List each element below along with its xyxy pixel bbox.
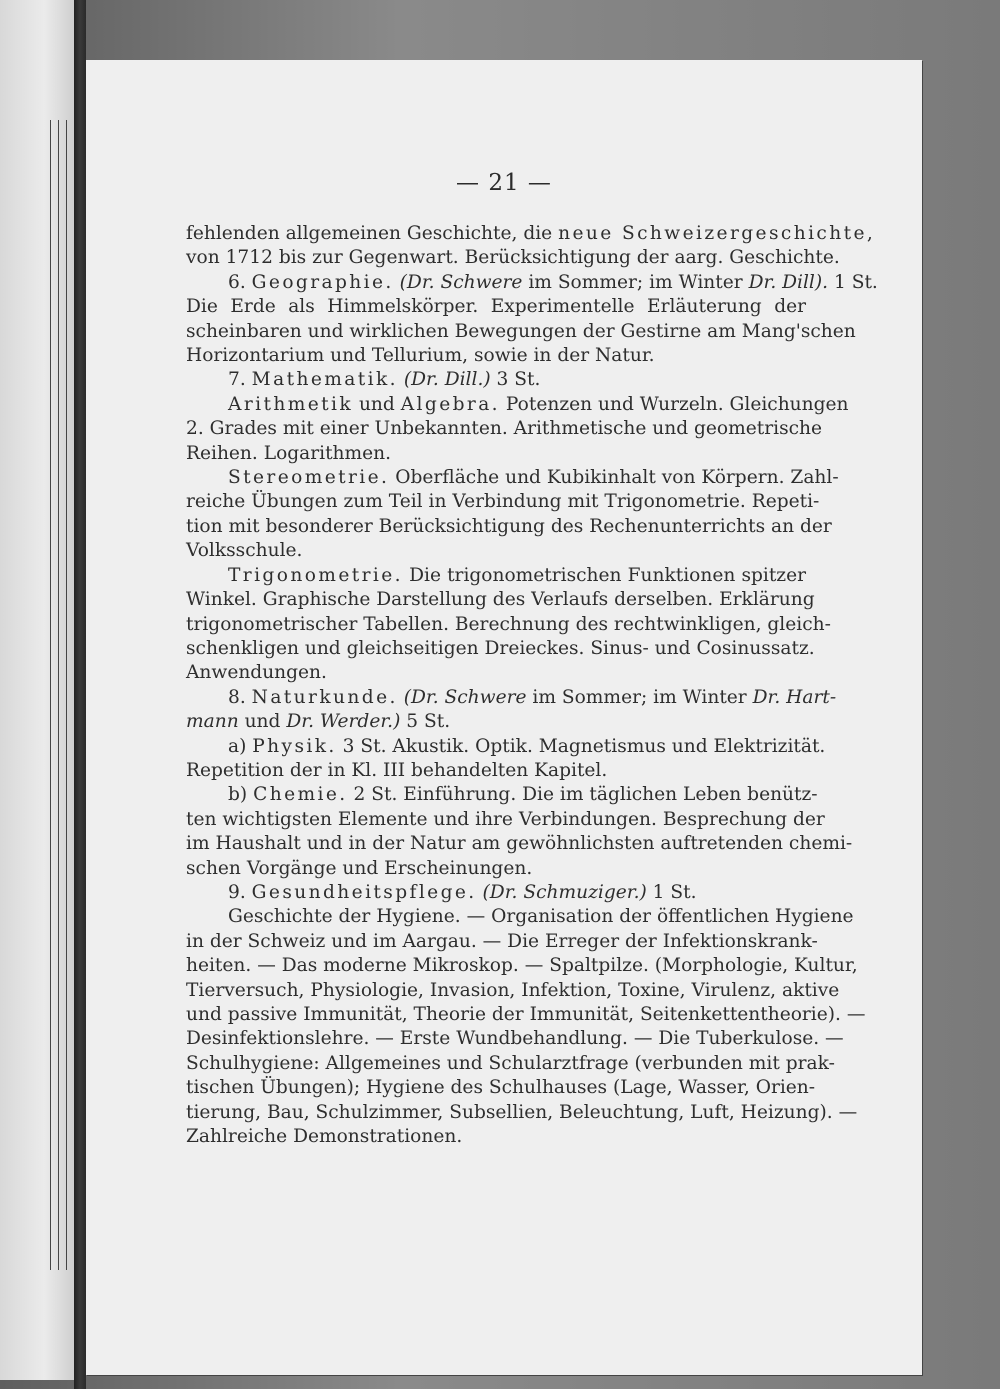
text-line <box>186 930 818 954</box>
text-span: Die trigonometrischen Funktionen spitzer <box>402 564 806 586</box>
spaced-heading-text: Arithmetik <box>228 393 354 415</box>
text-span: Potenzen und Wurzeln. Gleichungen <box>500 393 849 415</box>
spaced-heading-text: Algebra. <box>400 393 500 415</box>
italic-text: mann <box>186 711 239 733</box>
spaced-heading-text: Mathematik. <box>251 369 398 391</box>
text-line <box>186 1125 806 1149</box>
text-line <box>186 979 840 1003</box>
page-stack-line <box>58 120 59 1270</box>
text-span: Die Erde als Himmelskörper. Experimentelle Erläuterung der <box>186 296 806 318</box>
text-line <box>186 710 806 734</box>
text-line <box>186 490 820 514</box>
text-span: 2. Grades mit einer Unbekannten. Arithmetische und geometrische <box>186 418 823 440</box>
spaced-heading-text: Geographie. <box>251 271 394 293</box>
text-line <box>186 1101 858 1125</box>
text-span: 9. <box>228 881 252 903</box>
text-line <box>186 905 854 929</box>
text-span: Horizontarium und Tellurium, sowie in der Natur. <box>186 345 655 367</box>
text-line <box>186 246 840 270</box>
text-line <box>186 808 825 832</box>
text-line <box>186 613 831 637</box>
text-line <box>186 661 806 685</box>
text-line <box>186 295 806 319</box>
text-span: im Sommer; im Winter <box>526 686 753 708</box>
italic-text: (Dr. Schwere <box>403 686 527 708</box>
text-line <box>186 222 876 246</box>
facing-page-edge <box>0 0 75 1380</box>
text-span: 5 St. <box>400 711 451 733</box>
text-span: trigonometrischer Tabellen. Berechnung des rechtwinkligen, gleich- <box>186 613 831 635</box>
book-page <box>86 60 922 1375</box>
text-line <box>186 417 823 441</box>
text-line <box>186 1076 816 1100</box>
text-span: heiten. — Das moderne Mikroskop. — Spaltpilze. (Morphologie, Kultur, <box>186 955 858 977</box>
text-span: 1 St. <box>646 881 697 903</box>
text-span: reiche Übungen zum Teil in Verbindung mit Trigonometrie. Repeti- <box>186 491 820 513</box>
spaced-heading-text: neue Schweizergeschichte, <box>558 223 876 244</box>
text-span: Schulhygiene: Allgemeines und Schularztfrage (verbunden mit prak- <box>186 1052 835 1074</box>
italic-text: (Dr. Schmuziger.) <box>482 881 647 903</box>
text-line <box>186 881 806 905</box>
text-line <box>186 320 856 344</box>
italic-text: (Dr. Dill.) <box>403 369 491 391</box>
text-span: Oberfläche und Kubikinhalt von Körpern. Zahl- <box>389 467 839 489</box>
text-line <box>186 759 806 783</box>
text-span: Reihen. Logarithmen. <box>186 442 392 464</box>
text-span: tischen Übungen); Hygiene des Schulhauses (Lage, Wasser, Orien- <box>186 1077 816 1099</box>
spaced-heading-text: Trigonometrie. <box>228 564 403 586</box>
text-line <box>186 539 806 563</box>
text-span: Volksschule. <box>186 540 303 562</box>
text-span: und <box>353 393 401 415</box>
text-span: Zahlreiche Demonstrationen. <box>186 1126 463 1148</box>
text-line <box>186 368 806 392</box>
text-span: 7. <box>228 369 252 391</box>
text-span: im Sommer; im Winter <box>522 271 749 293</box>
text-span: ten wichtigsten Elemente und ihre Verbindungen. Besprechung der <box>186 808 825 830</box>
spaced-heading-text: Physik. <box>252 735 337 757</box>
spaced-heading-text: Naturkunde. <box>251 686 398 708</box>
text-line <box>186 564 806 588</box>
text-line <box>186 954 858 978</box>
text-span: im Haushalt und in der Natur am gewöhnlichsten auftretenden chemi- <box>186 833 853 855</box>
text-line <box>186 686 837 710</box>
text-span: b) <box>228 784 254 806</box>
text-line <box>186 857 806 881</box>
text-span: und passive Immunität, Theorie der Immunität, Seitenkettentheorie). — <box>186 1004 866 1025</box>
italic-text: Dr. Dill). <box>748 271 829 293</box>
text-line <box>186 735 826 759</box>
italic-text: Dr. Werder.) <box>286 711 401 733</box>
text-line <box>186 588 815 612</box>
text-span: 2 St. Einführung. Die im täglichen Leben benütz- <box>347 784 818 806</box>
text-span: Geschichte der Hygiene. — Organisation der öffentlichen Hygiene <box>228 906 854 928</box>
text-span: fehlenden allgemeinen Geschichte, die <box>186 223 559 244</box>
spaced-heading-text: Chemie. <box>253 784 348 806</box>
text-span: schenkligen und gleichseitigen Dreieckes. Sinus- und Cosinussatz. <box>186 637 815 659</box>
text-line <box>186 783 818 807</box>
italic-text: Dr. Hart- <box>752 686 837 708</box>
text-span: Desinfektionslehre. — Erste Wundbehandlung. — Die Tuberkulose. — <box>186 1028 844 1050</box>
text-line <box>186 393 849 417</box>
text-line <box>186 1052 835 1076</box>
text-span: scheinbaren und wirklichen Bewegungen der Gestirne am Mang'schen <box>186 320 856 342</box>
text-span: Winkel. Graphische Darstellung des Verlaufs derselben. Erklärung <box>186 589 815 611</box>
page-stack-line <box>50 120 51 1270</box>
text-span: tion mit besonderer Berücksichtigung des Rechenunterrichts an der <box>186 515 832 537</box>
text-span: 3 St. Akustik. Optik. Magnetismus und Elektrizität. <box>336 735 826 757</box>
body-text <box>186 222 878 1149</box>
text-span: 8. <box>228 686 252 708</box>
text-line <box>186 344 806 368</box>
text-line <box>186 637 815 661</box>
page-stack-line <box>66 120 67 1270</box>
page-number: — 21 — <box>456 170 552 196</box>
text-span: und <box>238 711 287 733</box>
text-span: in der Schweiz und im Aargau. — Die Erreger der Infektionskrank- <box>186 930 818 952</box>
text-line <box>186 1003 866 1027</box>
text-span: tierung, Bau, Schulzimmer, Subsellien, Beleuchtung, Luft, Heizung). — <box>186 1101 858 1123</box>
text-span: Repetition der in Kl. III behandelten Kapitel. <box>186 759 608 781</box>
spaced-heading-text: Gesundheitspflege. <box>251 881 477 903</box>
text-line <box>186 271 878 295</box>
italic-text: (Dr. Schwere <box>399 271 523 293</box>
text-span: 3 St. <box>490 369 541 391</box>
text-span: Anwendungen. <box>186 662 327 684</box>
text-span: von 1712 bis zur Gegenwart. Berücksichtigung der aarg. Geschichte. <box>186 247 840 269</box>
text-line <box>186 466 839 490</box>
text-span: schen Vorgänge und Erscheinungen. <box>186 857 533 879</box>
text-line <box>186 1027 844 1051</box>
text-line <box>186 442 806 466</box>
text-line <box>186 832 853 856</box>
book-gutter <box>74 0 86 1389</box>
text-span: 6. <box>228 271 252 293</box>
text-line <box>186 515 832 539</box>
spaced-heading-text: Stereometrie. <box>228 467 390 489</box>
text-span: a) <box>228 735 253 757</box>
text-span: 1 St. <box>828 271 878 293</box>
text-span: Tierversuch, Physiologie, Invasion, Infektion, Toxine, Virulenz, aktive <box>186 979 840 1001</box>
